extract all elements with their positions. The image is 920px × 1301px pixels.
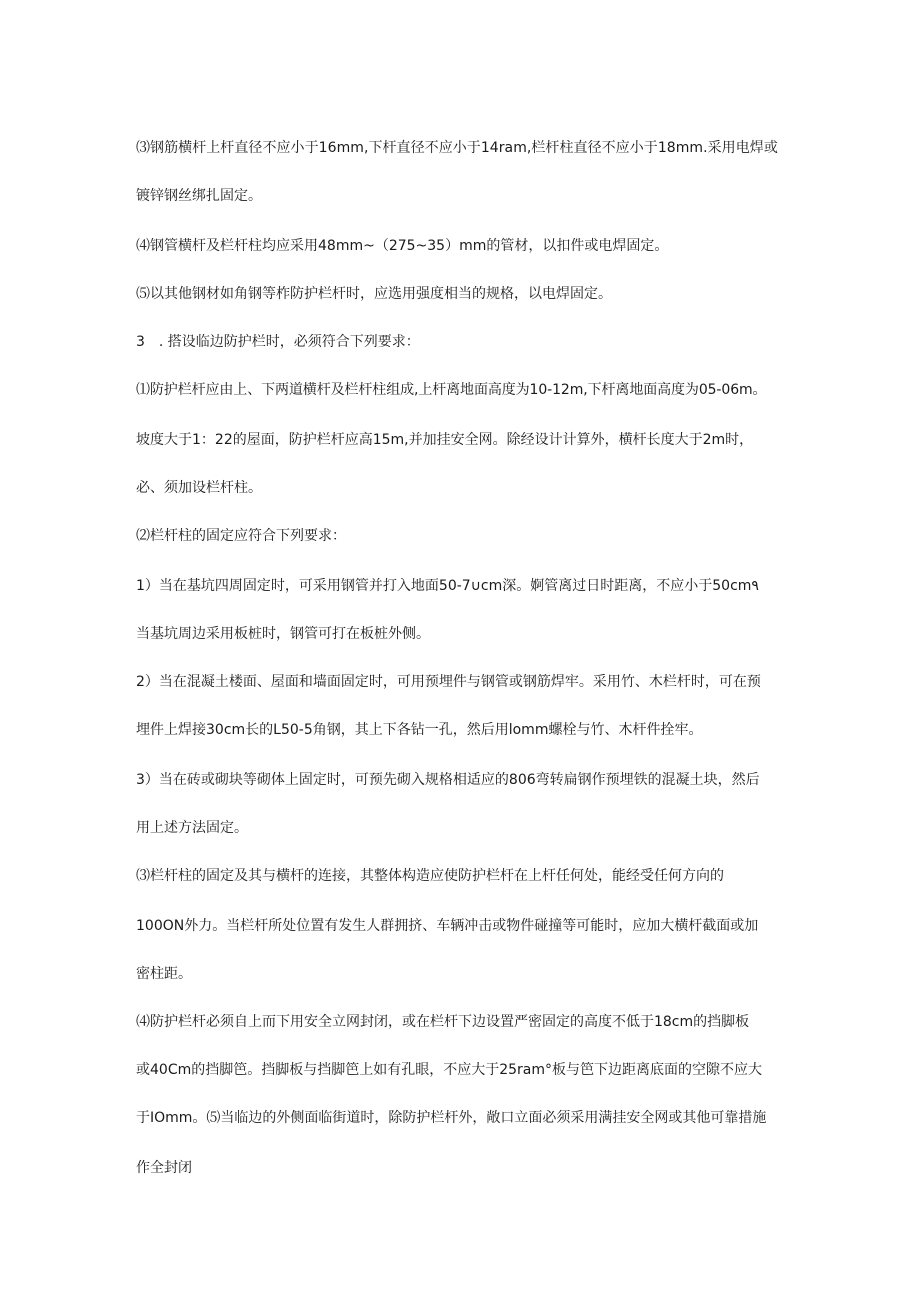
text-line-12: 2）当在混凝土楼面、屋面和墙面固定时，可用预埋件与钢管或钢筋焊牢。采用竹、木栏杆时，可在预 — [136, 674, 761, 690]
text-line-4: ⑸以其他钢材如角钢等柞防护栏杆时，应选用强度相当的规格，以电焊固定。 — [136, 286, 612, 302]
text-line-14: 3）当在砖或砌块等砌体上固定时，可预先砌入规格相适应的806弯转扁钢作预埋铁的混凝土块，然后 — [136, 772, 760, 788]
text-line-16: ⑶栏杆柱的固定及其与横杆的连接，其整体构造应使防护栏杆在上杆任何处，能经受任何方向的 — [136, 868, 724, 884]
text-line-18: 密柱距。 — [136, 966, 192, 982]
text-line-3: ⑷钢管横杆及栏杆柱均应采用48mm~（275~35）mm的管材，以扣件或电焊固定。 — [136, 238, 669, 254]
text-line-6: ⑴防护栏杆应由上、下两道横杆及栏杆柱组成,上杆离地面高度为10-12m,下杆离地面高度为05-06m。 — [136, 382, 767, 398]
heading-item-3: 3 . 搭设临边防护栏时，必须符合下列要求： — [136, 334, 420, 350]
text-line-2: 镀锌钢丝绑扎固定。 — [136, 188, 262, 204]
text-line-7: 坡度大于1：22的屋面，防护栏杆应高15m,并加挂安全网。除经设计计算外，横杆长度大于2m时， — [136, 432, 754, 448]
text-line-1: ⑶钢筋横杆上杆直径不应小于16mm,下杆直径不应小于14ram,栏杆柱直径不应小于18mm.采用电焊或 — [136, 140, 778, 156]
text-line-10: 1）当在基坑四周固定时，可采用钢管并打入地面50-7∪cm深。婀管离过日时距离，不应小于50cm۹ — [136, 578, 759, 594]
text-line-19: ⑷防护栏杆必须自上而下用安全立网封闭，或在栏杆下边设置严密固定的高度不低于18cm的挡脚板 — [136, 1014, 750, 1030]
text-line-15: 用上述方法固定。 — [136, 820, 248, 836]
text-line-21: 于IOmm。⑸当临边的外侧面临街道时，除防护栏杆外，敞口立面必须采用满挂安全网或其他可靠措施 — [136, 1110, 767, 1126]
text-line-13: 埋件上焊接30cm长的L50-5角钢，其上下各钻一孔，然后用lomm螺栓与竹、木杆件拴牢。 — [136, 722, 703, 738]
text-line-9: ⑵栏杆柱的固定应符合下列要求： — [136, 528, 346, 544]
text-line-17: 100ON外力。当栏杆所处位置有发生人群拥挤、车辆冲击或物件碰撞等可能时，应加大横杆截面或加 — [136, 918, 759, 934]
text-line-8: 必、须加设栏杆柱。 — [136, 480, 262, 496]
text-line-20: 或40Cm的挡脚笆。挡脚板与挡脚笆上如有孔眼，不应大于25ram°板与笆下边距离底面的空隙不应大 — [136, 1062, 763, 1078]
text-line-22: 作全封闭 — [136, 1160, 192, 1176]
text-line-11: 当基坑周边采用板桩时，钢管可打在板桩外侧。 — [136, 626, 430, 642]
